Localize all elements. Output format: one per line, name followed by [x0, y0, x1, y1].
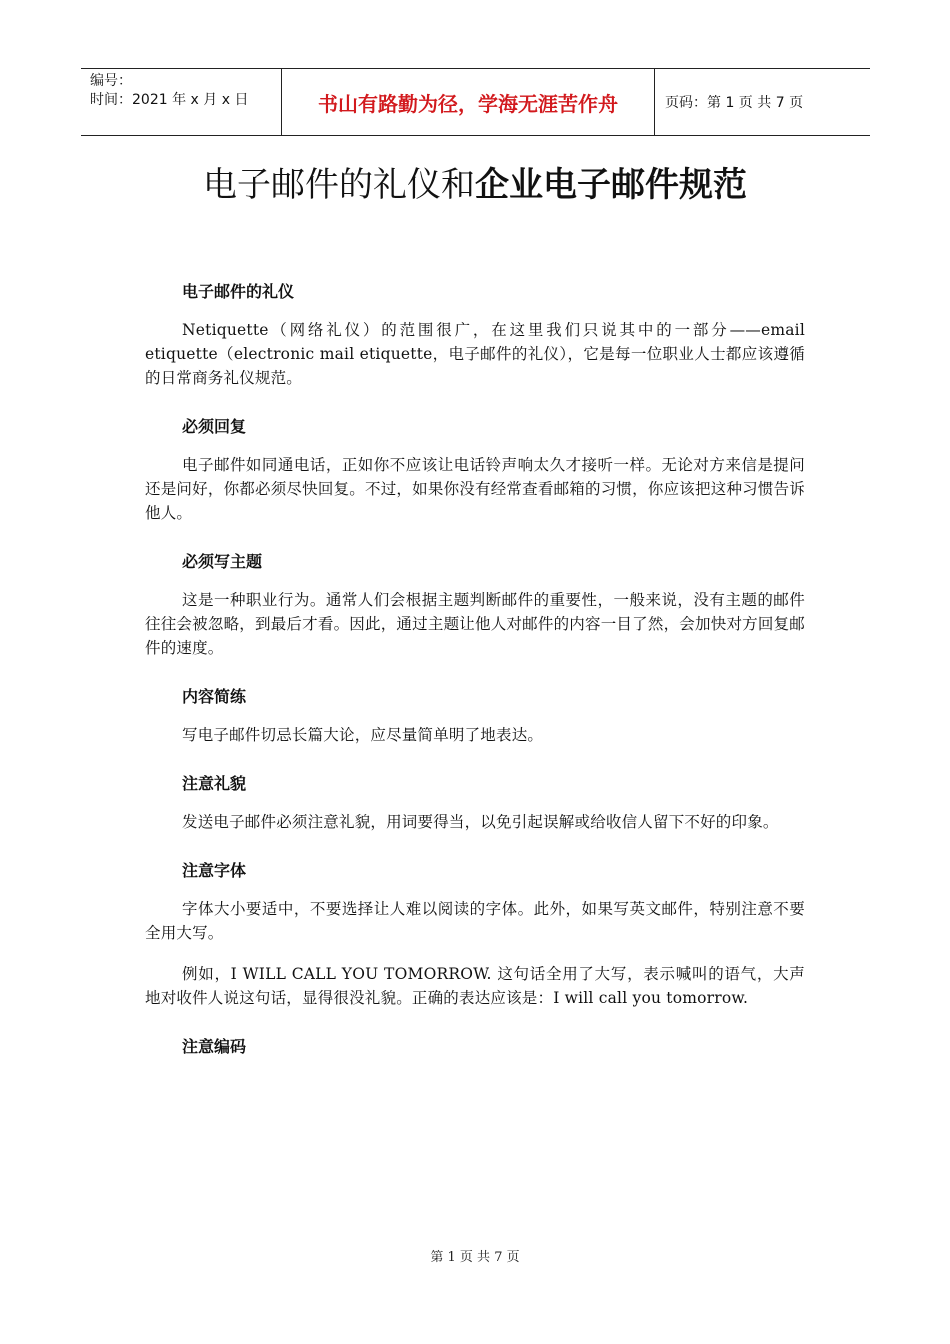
paragraph: 写电子邮件切忌长篇大论，应尽量简单明了地表达。	[182, 726, 544, 744]
title-part-regular: 电子邮件的礼仪和	[203, 165, 475, 205]
date-label: 时间：2021 年 x 月 x 日	[90, 92, 249, 108]
document-title	[0, 160, 950, 210]
section-heading: 注意编码	[182, 1037, 247, 1056]
header-motto: 书山有路勤为径，学海无涯苦作舟	[282, 69, 655, 135]
section-heading: 必须写主题	[182, 552, 263, 571]
section-heading: 注意字体	[182, 861, 247, 880]
section-heading: 必须回复	[182, 417, 247, 436]
section-heading: 内容简练	[182, 687, 247, 706]
paragraph: 这是一种职业行为。通常人们会根据主题判断邮件的重要性，一般来说，没有主题的邮件往往会被忽略，到最后才看。因此，通过主题让他人对邮件的内容一目了然，会加快对方回复邮件的速度。	[145, 591, 805, 657]
title-part-bold: 企业电子邮件规范	[475, 165, 747, 205]
section-heading: 注意礼貌	[182, 774, 247, 793]
header-page-info: 页码：第 1 页 共 7 页	[665, 95, 804, 111]
paragraph: 电子邮件如同通电话，正如你不应该让电话铃声响太久才接听一样。无论对方来信是提问还是问好，你都必须尽快回复。不过，如果你没有经常查看邮箱的习惯，你应该把这种习惯告诉他人。	[145, 456, 805, 522]
document-header	[81, 68, 870, 136]
header-meta	[81, 69, 282, 135]
paragraph: Netiquette（网络礼仪）的范围很广，在这里我们只说其中的一部分——email etiquette（electronic mail etiquette，电子邮件的礼仪），它是每一位职业人士都应该遵循的日常商务礼仪规范。	[145, 321, 805, 387]
paragraph: 字体大小要适中，不要选择让人难以阅读的字体。此外，如果写英文邮件，特别注意不要全用大写。	[145, 900, 805, 942]
document-body	[145, 272, 805, 1067]
section-heading: 电子邮件的礼仪	[182, 282, 295, 301]
number-label: 编号：	[90, 73, 132, 89]
paragraph: 例如，I WILL CALL YOU TOMORROW. 这句话全用了大写，表示喊叫的语气，大声地对收件人说这句话，显得很没礼貌。正确的表达应该是：I will call you tomorrow.	[145, 965, 805, 1007]
page-footer: 第 1 页 共 7 页	[430, 1250, 520, 1265]
paragraph: 发送电子邮件必须注意礼貌，用词要得当，以免引起误解或给收信人留下不好的印象。	[182, 813, 779, 831]
